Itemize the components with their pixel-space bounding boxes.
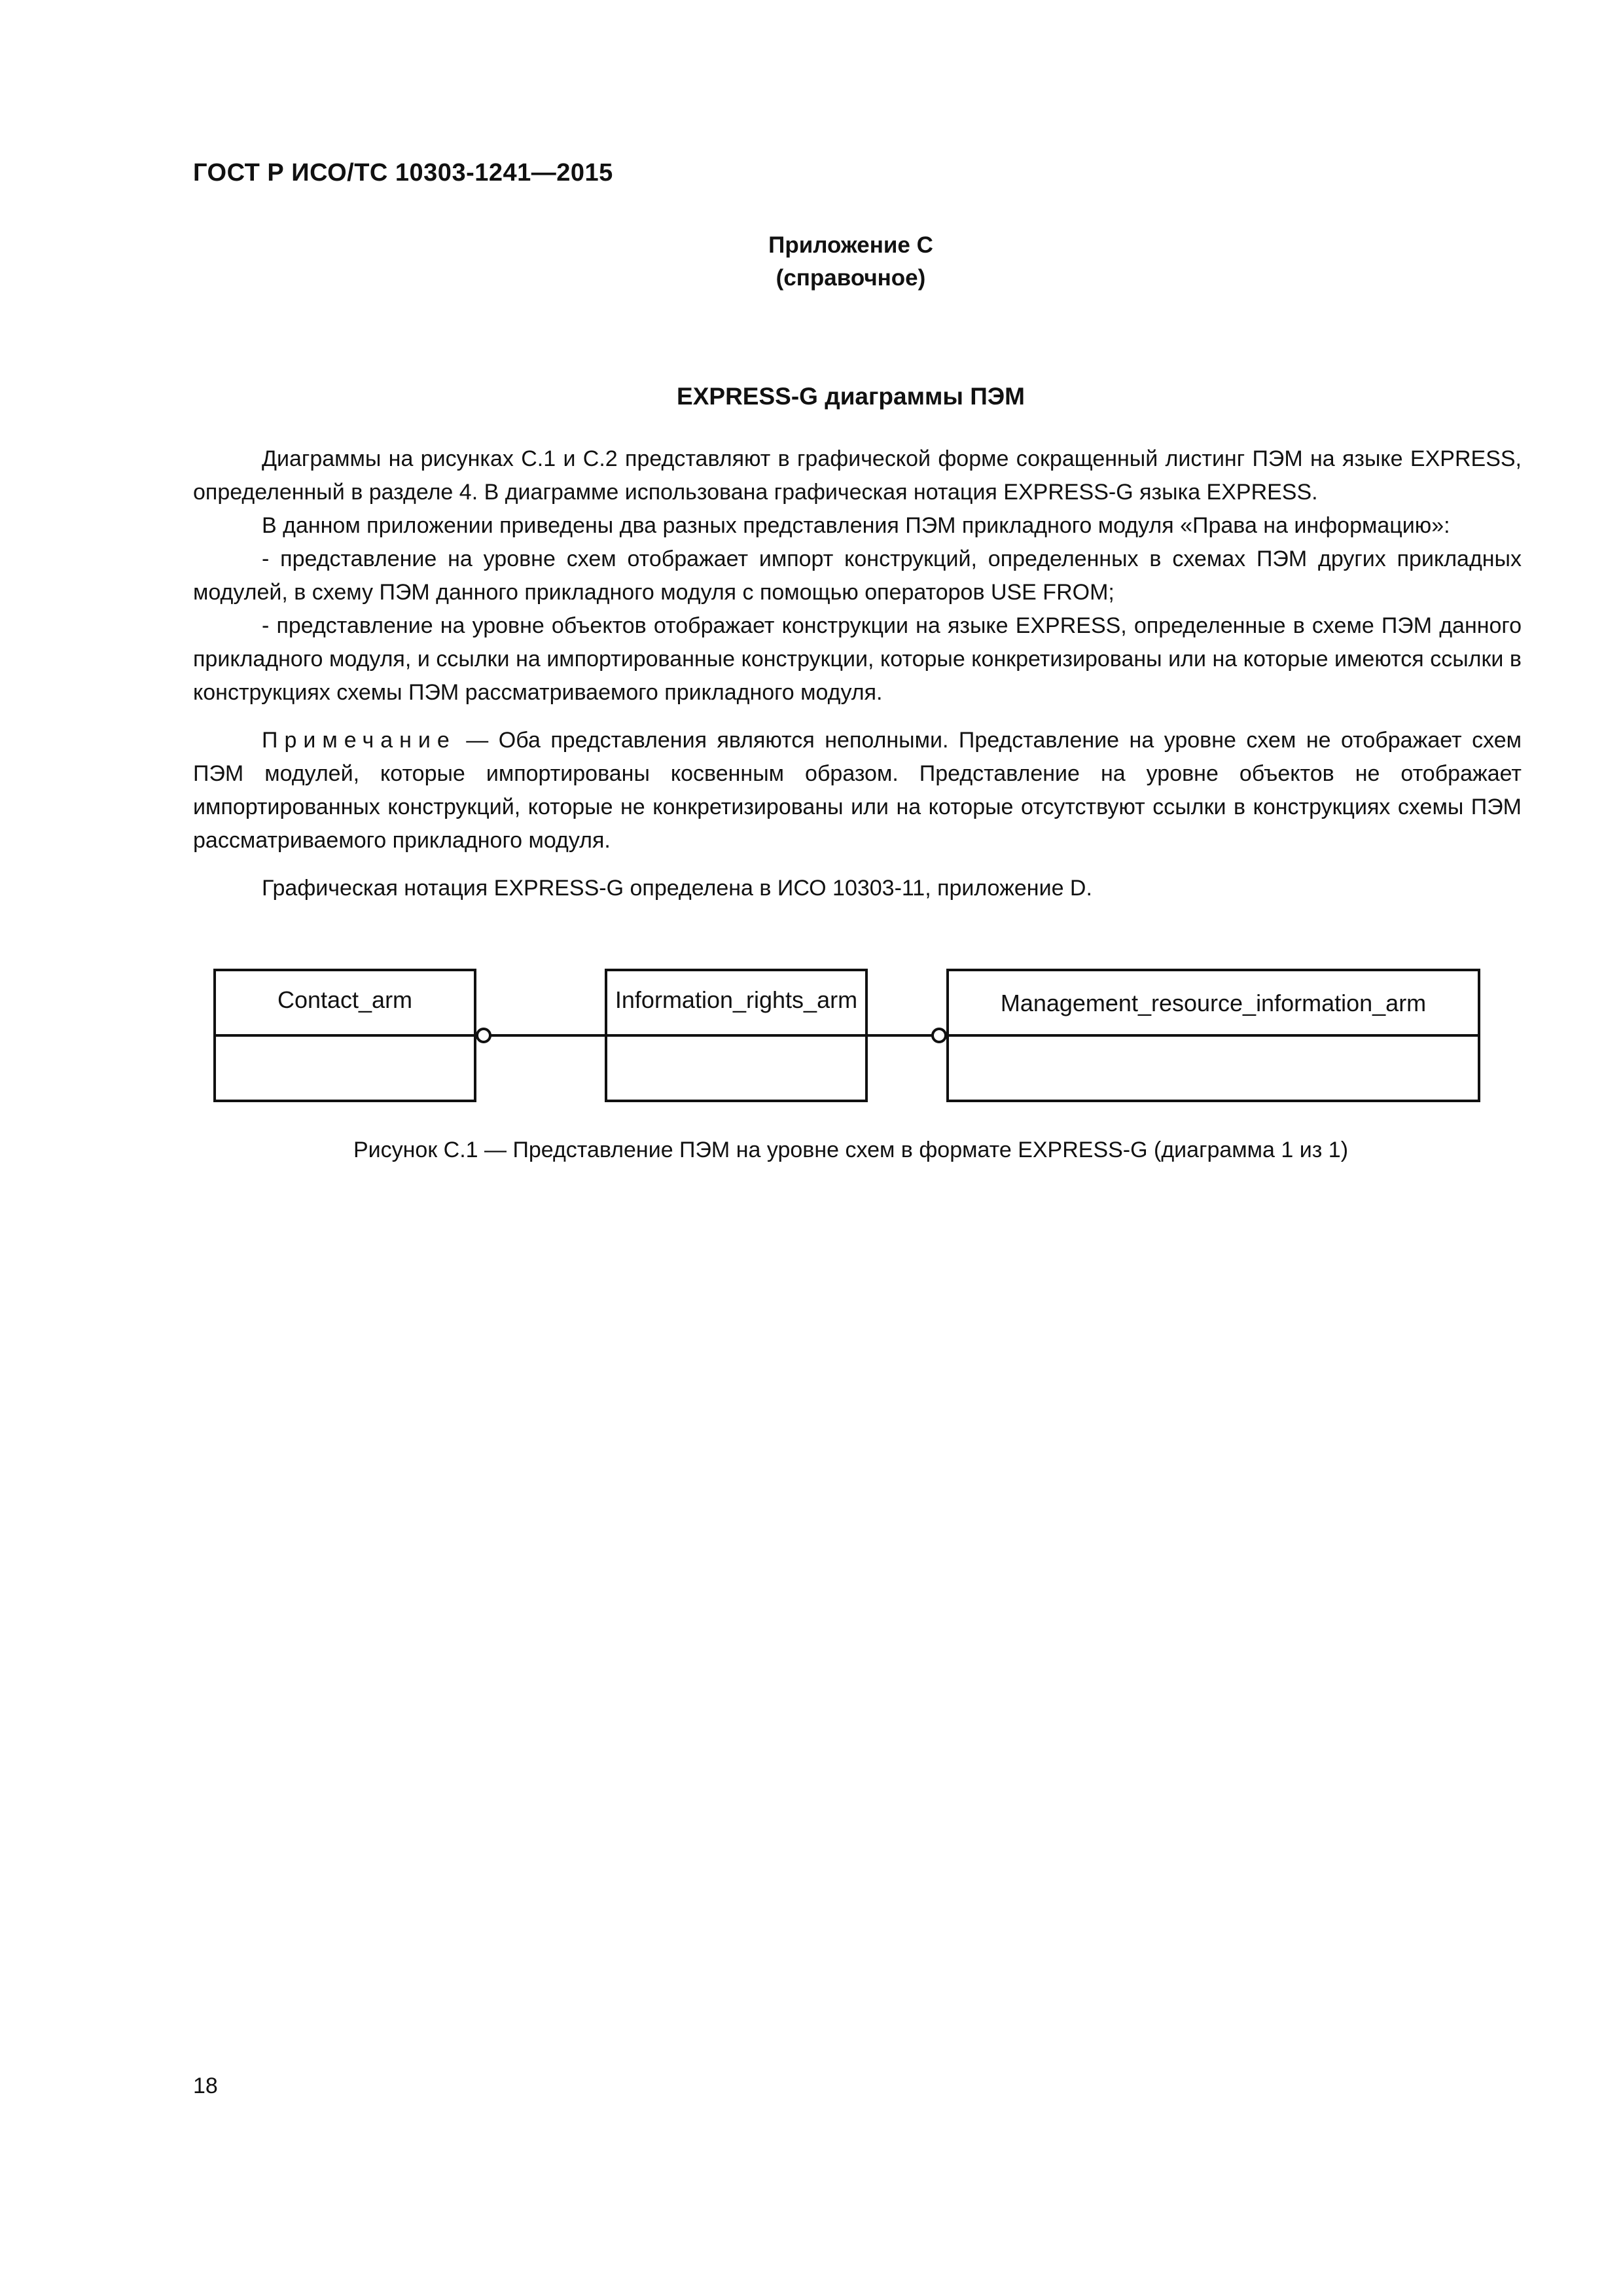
note-text: — Оба представления являются неполными. Представление на уровне схем не отображает схем ПЭМ модулей, которые импортированы косвенным образом. Представление на уровне объектов не отображает импортированных конструкций, которые не конкретизированы или на которые отсутствуют ссылки в конструкциях схемы ПЭМ рассматриваемого прикладного модуля.	[193, 728, 1522, 853]
standard-header: ГОСТ Р ИСО/ТС 10303-1241—2015	[193, 159, 613, 187]
note-label: Примечание	[262, 728, 456, 753]
schema-name: Information_rights_arm	[615, 986, 858, 1013]
annex-label: Приложение С	[768, 232, 933, 258]
list-item: - представление на уровне объектов отображает конструкции на языке EXPRESS, определенные в схеме ПЭМ данного прикладного модуля, и ссылки на импортированные конструкции, которые конкретизированы или на которые имеются ссылки в конструкциях схемы ПЭМ рассматриваемого прикладного модуля.	[193, 613, 1522, 705]
schema-name: Management_resource_information_arm	[1000, 990, 1427, 1016]
section-title: EXPRESS-G диаграммы ПЭМ	[677, 383, 1025, 410]
notation-paragraph: Графическая нотация EXPRESS-G определена в ИСО 10303-11, приложение D.	[262, 876, 1092, 901]
relationship-end-circle	[477, 1029, 490, 1042]
page-number: 18	[193, 2073, 218, 2098]
list-item: - представление на уровне схем отображает импорт конструкций, определенных в схемах ПЭМ других прикладных модулей, в схему ПЭМ данного прикладного модуля с помощью операторов USE FROM;	[193, 547, 1522, 605]
figure-caption: Рисунок С.1 — Представление ПЭМ на уровне схем в формате EXPRESS-G (диаграмма 1 из 1)	[353, 1138, 1349, 1162]
paragraph: В данном приложении приведены два разных представления ПЭМ прикладного модуля «Права на информацию»:	[262, 513, 1450, 538]
paragraph: Диаграммы на рисунках С.1 и С.2 представляют в графической форме сокращенный листинг ПЭМ на языке EXPRESS, определенный в разделе 4. В диаграмме использована графическая нотация EXPRESS-G языка EXPRESS.	[193, 446, 1522, 505]
schema-name: Contact_arm	[277, 986, 413, 1013]
annex-status: (справочное)	[776, 265, 926, 291]
relationship-end-circle	[933, 1029, 946, 1042]
